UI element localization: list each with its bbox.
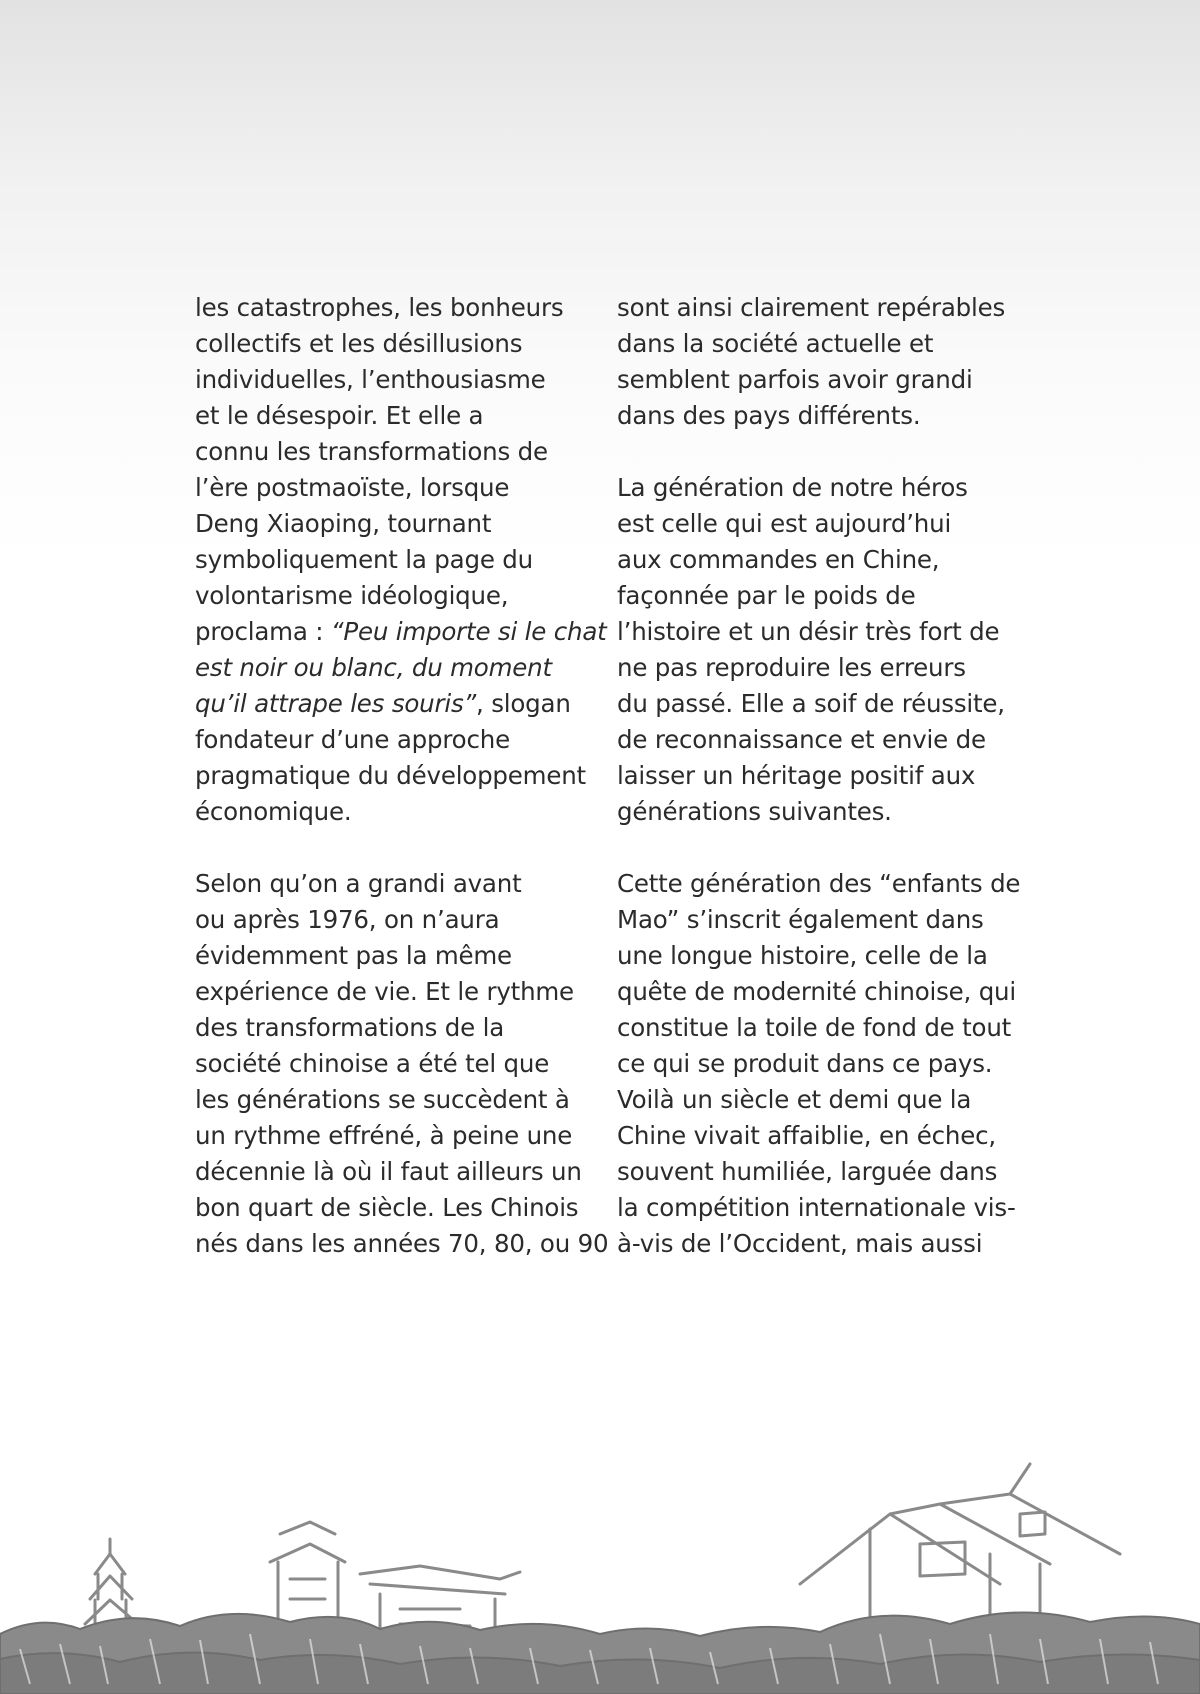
text-line: et le désespoir. Et elle a (195, 401, 484, 430)
text-run: proclama : (195, 617, 331, 646)
house-window (920, 1512, 1045, 1576)
text-run: , slogan (476, 689, 571, 718)
text-line: volontarisme idéologique, (195, 581, 509, 610)
text-line: Deng Xiaoping, tournant (195, 509, 492, 538)
quote-text: qu’il attrape les souris” (195, 689, 477, 718)
text-line: ne pas reproduire les erreurs (617, 653, 966, 682)
text-line: à-vis de l’Occident, mais aussi (617, 1229, 983, 1258)
rooftops-illustration (0, 1434, 1200, 1694)
tower (270, 1522, 345, 1624)
text-line: aux commandes en Chine, (617, 545, 940, 574)
text-line: constitue la toile de fond de tout (617, 1013, 1012, 1042)
text-line: une longue histoire, celle de la (617, 941, 988, 970)
text-line: ce qui se produit dans ce pays. (617, 1049, 993, 1078)
text-column-left (195, 290, 609, 1298)
text-line: l’histoire et un désir très fort de (617, 617, 1000, 646)
text-line: façonnée par le poids de (617, 581, 916, 610)
text-line: la compétition internationale vis- (617, 1193, 1016, 1222)
text-line: ou après 1976, on n’aura (195, 905, 500, 934)
quote-text: est noir ou blanc, du moment (195, 653, 552, 682)
text-line (195, 686, 595, 722)
text-line: dans la société actuelle et (617, 329, 934, 358)
house-roof (800, 1464, 1120, 1584)
text-line: symboliquement la page du (195, 545, 533, 574)
pagoda-roof (85, 1539, 138, 1624)
text-line: société chinoise a été tel que (195, 1049, 550, 1078)
quote-text: “Peu importe si le chat (330, 617, 607, 646)
paragraph (195, 290, 607, 830)
text-line: Cette génération des “enfants de (617, 869, 1021, 898)
paragraph (617, 290, 1017, 434)
text-line: quête de modernité chinoise, qui (617, 977, 1016, 1006)
text-line: Mao” s’inscrit également dans (617, 905, 984, 934)
text-line: les catastrophes, les bonheurs (195, 293, 564, 322)
text-line: générations suivantes. (617, 797, 892, 826)
text-line: est celle qui est aujourd’hui (617, 509, 952, 538)
text-line: dans des pays différents. (617, 401, 921, 430)
text-line: semblent parfois avoir grandi (617, 365, 973, 394)
text-line: La génération de notre héros (617, 473, 968, 502)
text-line: Chine vivait affaiblie, en échec, (617, 1121, 996, 1150)
paragraph (617, 470, 1017, 830)
text-line: connu les transformations de (195, 437, 548, 466)
text-line: bon quart de siècle. Les Chinois (195, 1193, 579, 1222)
text-line: pragmatique du développement (195, 761, 586, 790)
text-line: Voilà un siècle et demi que la (617, 1085, 972, 1114)
text-line: un rythme effréné, à peine une (195, 1121, 573, 1150)
text-line: individuelles, l’enthousiasme (195, 365, 546, 394)
text-line: du passé. Elle a soif de réussite, (617, 689, 1005, 718)
paragraph (617, 866, 1021, 1262)
text-line: Selon qu’on a grandi avant (195, 869, 522, 898)
text-line: les générations se succèdent à (195, 1085, 570, 1114)
text-line: de reconnaissance et envie de (617, 725, 986, 754)
text-line: économique. (195, 797, 352, 826)
text-line: décennie là où il faut ailleurs un (195, 1157, 582, 1186)
text-line (195, 614, 607, 650)
paragraph (195, 866, 609, 1262)
text-line: expérience de vie. Et le rythme (195, 977, 574, 1006)
text-line: laisser un héritage positif aux (617, 761, 976, 790)
text-line: fondateur d’une approche (195, 725, 510, 754)
text-line: collectifs et les désillusions (195, 329, 523, 358)
text-line: évidemment pas la même (195, 941, 512, 970)
text-column-right (617, 290, 1021, 1298)
text-line: des transformations de la (195, 1013, 505, 1042)
text-line: nés dans les années 70, 80, ou 90 (195, 1229, 609, 1258)
text-line: souvent humiliée, larguée dans (617, 1157, 998, 1186)
text-line: l’ère postmaoïste, lorsque (195, 473, 510, 502)
text-line: sont ainsi clairement repérables (617, 293, 1006, 322)
